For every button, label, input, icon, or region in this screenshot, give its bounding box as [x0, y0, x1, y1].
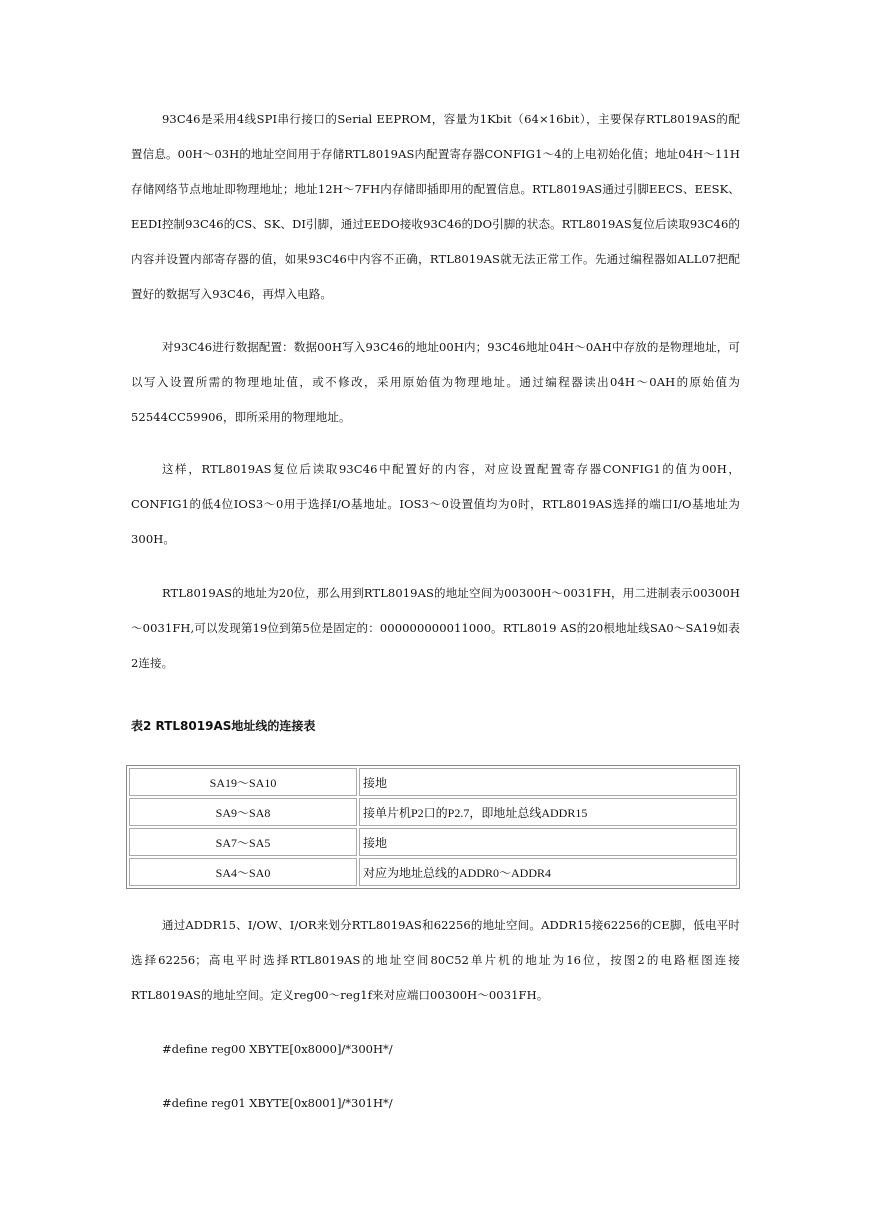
table-row	[129, 828, 737, 856]
table-cell: SA19～SA10	[129, 768, 357, 796]
table-row	[129, 768, 737, 796]
paragraph-2: 对93C46进行数据配置：数据00H写入93C46的地址00H内；93C46地址04H～0AH中存放的是物理地址，可以写入设置所需的物理地址值，或不修改，采用原始值为物理地址。通过编程器读出04H～0AH的原始值为52544CC59906，即所采用的物理地址。	[131, 340, 740, 424]
paragraph-5: 通过ADDR15、I/OW、I/OR来划分RTL8019AS和62256的地址空间。ADDR15接62256的CE脚，低电平时选择62256；高电平时选择RTL8019AS的地址空间80C52单片机的地址为16位，按图2的电路框图连接RTL8019AS的地址空间。定义reg00～reg1f来对应端口00300H～0031FH。	[131, 918, 740, 1002]
table-row	[129, 798, 737, 826]
table-row	[129, 858, 737, 886]
table-caption: 表2 RTL8019AS地址线的连接表	[131, 719, 316, 733]
paragraph-1: 93C46是采用4线SPI串行接口的Serial EEPROM，容量为1Kbit（64×16bit），主要保存RTL8019AS的配置信息。00H～03H的地址空间用于存储RTL8019AS内配置寄存器CONFIG1～4的上电初始化值；地址04H～11H存储网络节点地址即物理地址；地址12H～7FH内存储即插即用的配置信息。RTL8019AS通过引脚EECS、EESK、EEDI控制93C46的CS、SK、DI引脚，通过EEDO接收93C46的DO引脚的状态。RTL8019AS复位后读取93C46的内容并设置内部寄存器的值，如果93C46中内容不正确，RTL8019AS就无法正常工作。先通过编程器如ALL07把配置好的数据写入93C46，再焊入电路。	[131, 112, 740, 301]
table-cell: 接单片机P2口的P2.7，即地址总线ADDR15	[359, 798, 737, 826]
paragraph-4: RTL8019AS的地址为20位，那么用到RTL8019AS的地址空间为00300H～0031FH，用二进制表示00300H～0031FH,可以发现第19位到第5位是固定的：000000000011000。RTL8019 AS的20根地址线SA0～SA19如表2连接。	[131, 586, 740, 670]
address-line-table	[126, 765, 740, 889]
table-cell: SA4～SA0	[129, 858, 357, 886]
table-cell: 接地	[359, 828, 737, 856]
code-line: #define reg01 XBYTE[0x8001]/*301H*/	[162, 1096, 393, 1110]
paragraph-3: 这样，RTL8019AS复位后读取93C46中配置好的内容，对应设置配置寄存器CONFIG1的值为00H，CONFIG1的低4位IOS3～0用于选择I/O基地址。IOS3～0设置值均为0时，RTL8019AS选择的端口I/O基地址为300H。	[131, 462, 740, 546]
table-cell: 接地	[359, 768, 737, 796]
code-line: #define reg00 XBYTE[0x8000]/*300H*/	[162, 1042, 393, 1056]
table-cell: SA7～SA5	[129, 828, 357, 856]
table-cell: SA9～SA8	[129, 798, 357, 826]
table-cell: 对应为地址总线的ADDR0～ADDR4	[359, 858, 737, 886]
